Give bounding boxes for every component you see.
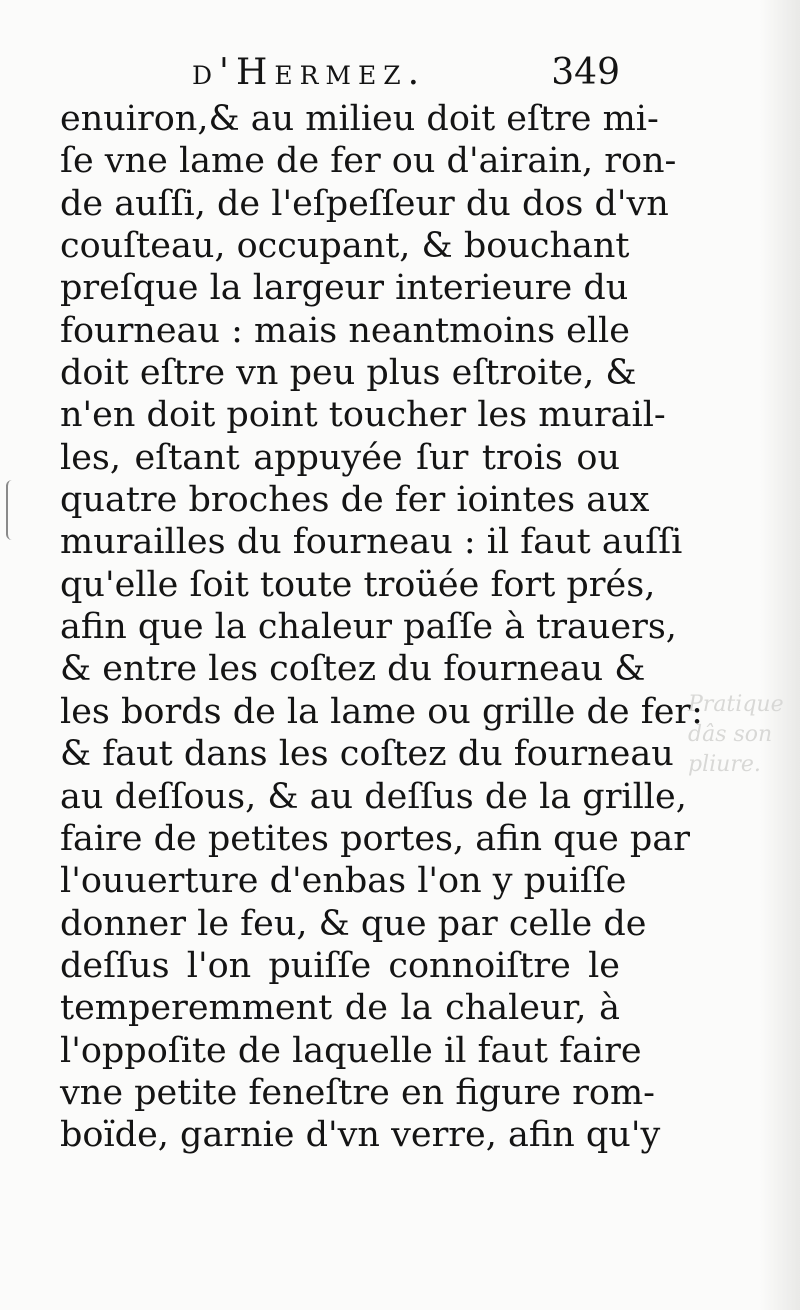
page-header (60, 48, 620, 98)
text-line: vne petite feneſtre en figure rom- (60, 1072, 655, 1113)
text-line: donner le feu, & que par celle de (60, 903, 647, 944)
text-line: ſe vne lame de fer ou d'airain, ron- (60, 141, 677, 182)
marginal-note-line: pliure. (688, 752, 761, 777)
page-edge-shadow (760, 0, 800, 1310)
text-line: au deſſous, & au deſſus de la grille, (60, 776, 687, 817)
text-line: les, eſtant appuyée ſur trois ou (60, 437, 620, 478)
text-line: afin que la chaleur paſſe à trauers, (60, 607, 677, 648)
text-line: enuiron,& au milieu doit eſtre mi- (60, 99, 659, 139)
marginal-note-line: Pratique (688, 692, 784, 717)
text-line: n'en doit point toucher les murail- (60, 395, 666, 436)
text-line: fourneau : mais neantmoins elle (60, 310, 630, 351)
text-line: l'oppoſite de laquelle il faut faire (60, 1030, 642, 1071)
text-line: & entre les coſtez du fourneau & (60, 649, 646, 690)
text-line: de auſſi, de l'eſpeſſeur du dos d'vn (60, 183, 669, 224)
text-line: faire de petites portes, afin que par (60, 818, 690, 859)
text-line: deſſus l'on puiſſe connoiſtre le (60, 945, 620, 986)
text-line: murailles du fourneau : il faut auſſi (60, 522, 683, 563)
text-line: qu'elle ſoit toute troüée fort prés, (60, 564, 656, 605)
marginal-note-line: dâs son (688, 722, 773, 747)
text-line: temperemment de la chaleur, à (60, 988, 620, 1029)
text-line: couſteau, occupant, & bouchant (60, 226, 630, 267)
page-number: 349 (551, 52, 620, 93)
running-head: d'Hermez. (192, 52, 427, 93)
marginal-note (688, 690, 798, 780)
text-line: l'ouuerture d'enbas l'on y puiſſe (60, 861, 627, 902)
text-line: preſque la largeur interieure du (60, 268, 629, 309)
text-line: & faut dans les coſtez du fourneau (60, 734, 674, 775)
text-line: les bords de la lame ou grille de fer: (60, 691, 703, 732)
body-text (60, 98, 703, 1157)
margin-bracket-mark (6, 480, 16, 540)
text-line: doit eſtre vn peu plus eſtroite, & (60, 353, 637, 394)
text-line: boïde, garnie d'vn verre, afin qu'y (60, 1115, 661, 1156)
text-line: quatre broches de fer iointes aux (60, 480, 650, 521)
